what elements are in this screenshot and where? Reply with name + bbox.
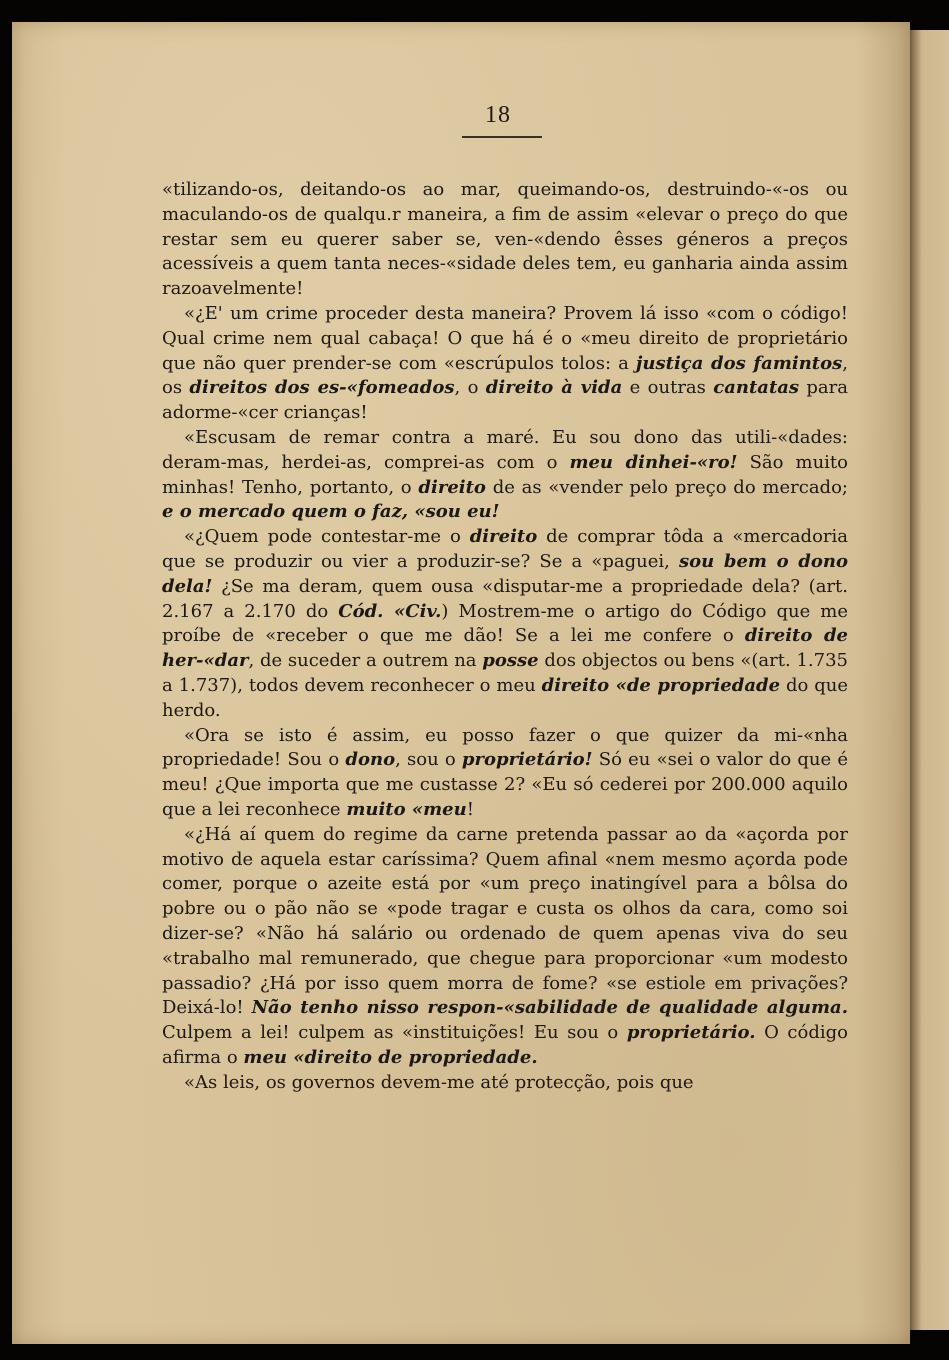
text-run: , o	[454, 377, 486, 399]
emphasis-text: direito	[469, 526, 538, 548]
paragraph	[162, 178, 848, 302]
text-run: «Ora se isto é assim, eu posso fazer o que quizer da mi-«nha propriedade! Sou o	[162, 724, 848, 771]
text-run: ¿Se ma deram, quem ousa «disputar-me a propriedade dela? (art. 2.167 a 2.170 do	[162, 575, 848, 622]
emphasis-text: proprietário!	[461, 749, 593, 771]
text-run: e outras	[622, 377, 714, 399]
emphasis-text: meu dinhei-«ro!	[569, 451, 738, 473]
emphasis-text: Não tenho nisso respon-«sabilidade de qualidade alguma.	[251, 997, 848, 1019]
emphasis-text: proprietário.	[626, 1022, 756, 1044]
text-run: O código afirma o	[162, 1022, 848, 1068]
text-run: «¿Há aí quem do regime da carne pretenda passar ao da «açorda por motivo de aquela estar caríssima? Quem afinal «nem mesmo açorda pode comer, porque o azeite está por «um preço inatingível para a bôlsa do pobre ou o pão não se «pode tragar e custa os olhos da cara, como soi dizer-se? «Não há salário ou ordenado de quem apenas viva do seu «trabalho mal remunerado, que chegue para proporcionar «um modesto passadio? ¿Há por isso quem morra de fome? «se estiole em privações? Deixá-lo!	[162, 823, 848, 1019]
emphasis-text: direitos dos es-«fomeados	[189, 377, 455, 399]
paragraph	[162, 1071, 848, 1096]
text-run: de comprar tôda a «mercadoria que se produzir ou vier a produzir-se? Se a «paguei,	[162, 526, 849, 572]
emphasis-text: e o mercado quem o faz, «sou eu!	[162, 501, 500, 523]
emphasis-text: posse	[482, 650, 539, 672]
text-run: dos objectos ou bens «(art. 1.735 a 1.737), todos devem reconhecer o meu	[162, 650, 848, 696]
emphasis-text: direito	[418, 476, 486, 498]
text-run: , os	[162, 352, 848, 399]
emphasis-text: muito «meu	[346, 798, 467, 820]
text-run: «¿E' um crime proceder desta maneira? Provem lá isso «com o código! Qual crime nem qual cabaça! O que há é o «meu direito de proprietário que não quer prender-se com «escrúpulos tolos: a	[162, 302, 848, 374]
emphasis-text: meu «direito de propriedade.	[243, 1046, 538, 1068]
emphasis-text: cantatas	[713, 377, 800, 399]
emphasis-text: direito de her-«dar	[162, 625, 849, 672]
paragraph	[162, 823, 848, 1071]
emphasis-text: direito «de propriedade	[541, 674, 781, 696]
text-run: !	[466, 798, 474, 820]
text-run: «tilizando-os, deitando-os ao mar, queimando-os, destruindo-«-os ou maculando-os de qualqu.r maneira, a fim de assim «elevar o preço do que restar sem eu querer saber se, ven-«dendo êsses géneros a preços acessíveis a quem tanta neces-«sidade deles tem, eu ganharia ainda assim razoavelmente!	[162, 179, 848, 300]
paragraph	[162, 525, 848, 723]
body-text	[162, 178, 848, 1095]
emphasis-text: sou bem o dono dela!	[162, 550, 848, 597]
emphasis-text: Cód. «Civ.	[338, 600, 442, 622]
text-run: Só eu «sei o valor do que é meu! ¿Que importa que me custasse 2? «Eu só cederei por 200.000 aquilo que a lei reconhece	[162, 749, 848, 820]
text-run: de as «vender pelo preço do mercado;	[485, 476, 848, 498]
paragraph	[162, 426, 848, 525]
text-run: «¿Quem pode contestar-me o	[184, 526, 470, 548]
text-run: «As leis, os governos devem-me até protecção, pois que	[184, 1071, 694, 1093]
book-page	[12, 22, 910, 1344]
emphasis-text: direito à vida	[485, 377, 623, 399]
page-number-rule	[462, 136, 542, 138]
text-run: Culpem a lei! culpem as «instituições! Eu sou o	[162, 1022, 627, 1044]
text-run: ) Mostrem-me o artigo do Código que me proíbe de «receber o que me dão! Se a lei me confere o	[162, 600, 849, 647]
text-run: para adorme-«cer crianças!	[162, 377, 848, 424]
emphasis-text: dono	[345, 749, 396, 771]
page-number: 18	[485, 102, 511, 128]
emphasis-text: justiça dos famintos	[635, 352, 843, 374]
text-run: , de suceder a outrem na	[248, 650, 483, 672]
paragraph	[162, 302, 848, 426]
paragraph	[162, 724, 848, 823]
adjacent-page-edge	[910, 30, 949, 1330]
text-run: , sou o	[395, 749, 462, 771]
text-run: do que herdo.	[162, 674, 848, 721]
text-run: São muito minhas! Tenho, portanto, o	[162, 451, 848, 498]
text-run: «Escusam de remar contra a maré. Eu sou dono das utili-«dades: deram-mas, herdei-as, comprei-as com o	[162, 426, 848, 473]
